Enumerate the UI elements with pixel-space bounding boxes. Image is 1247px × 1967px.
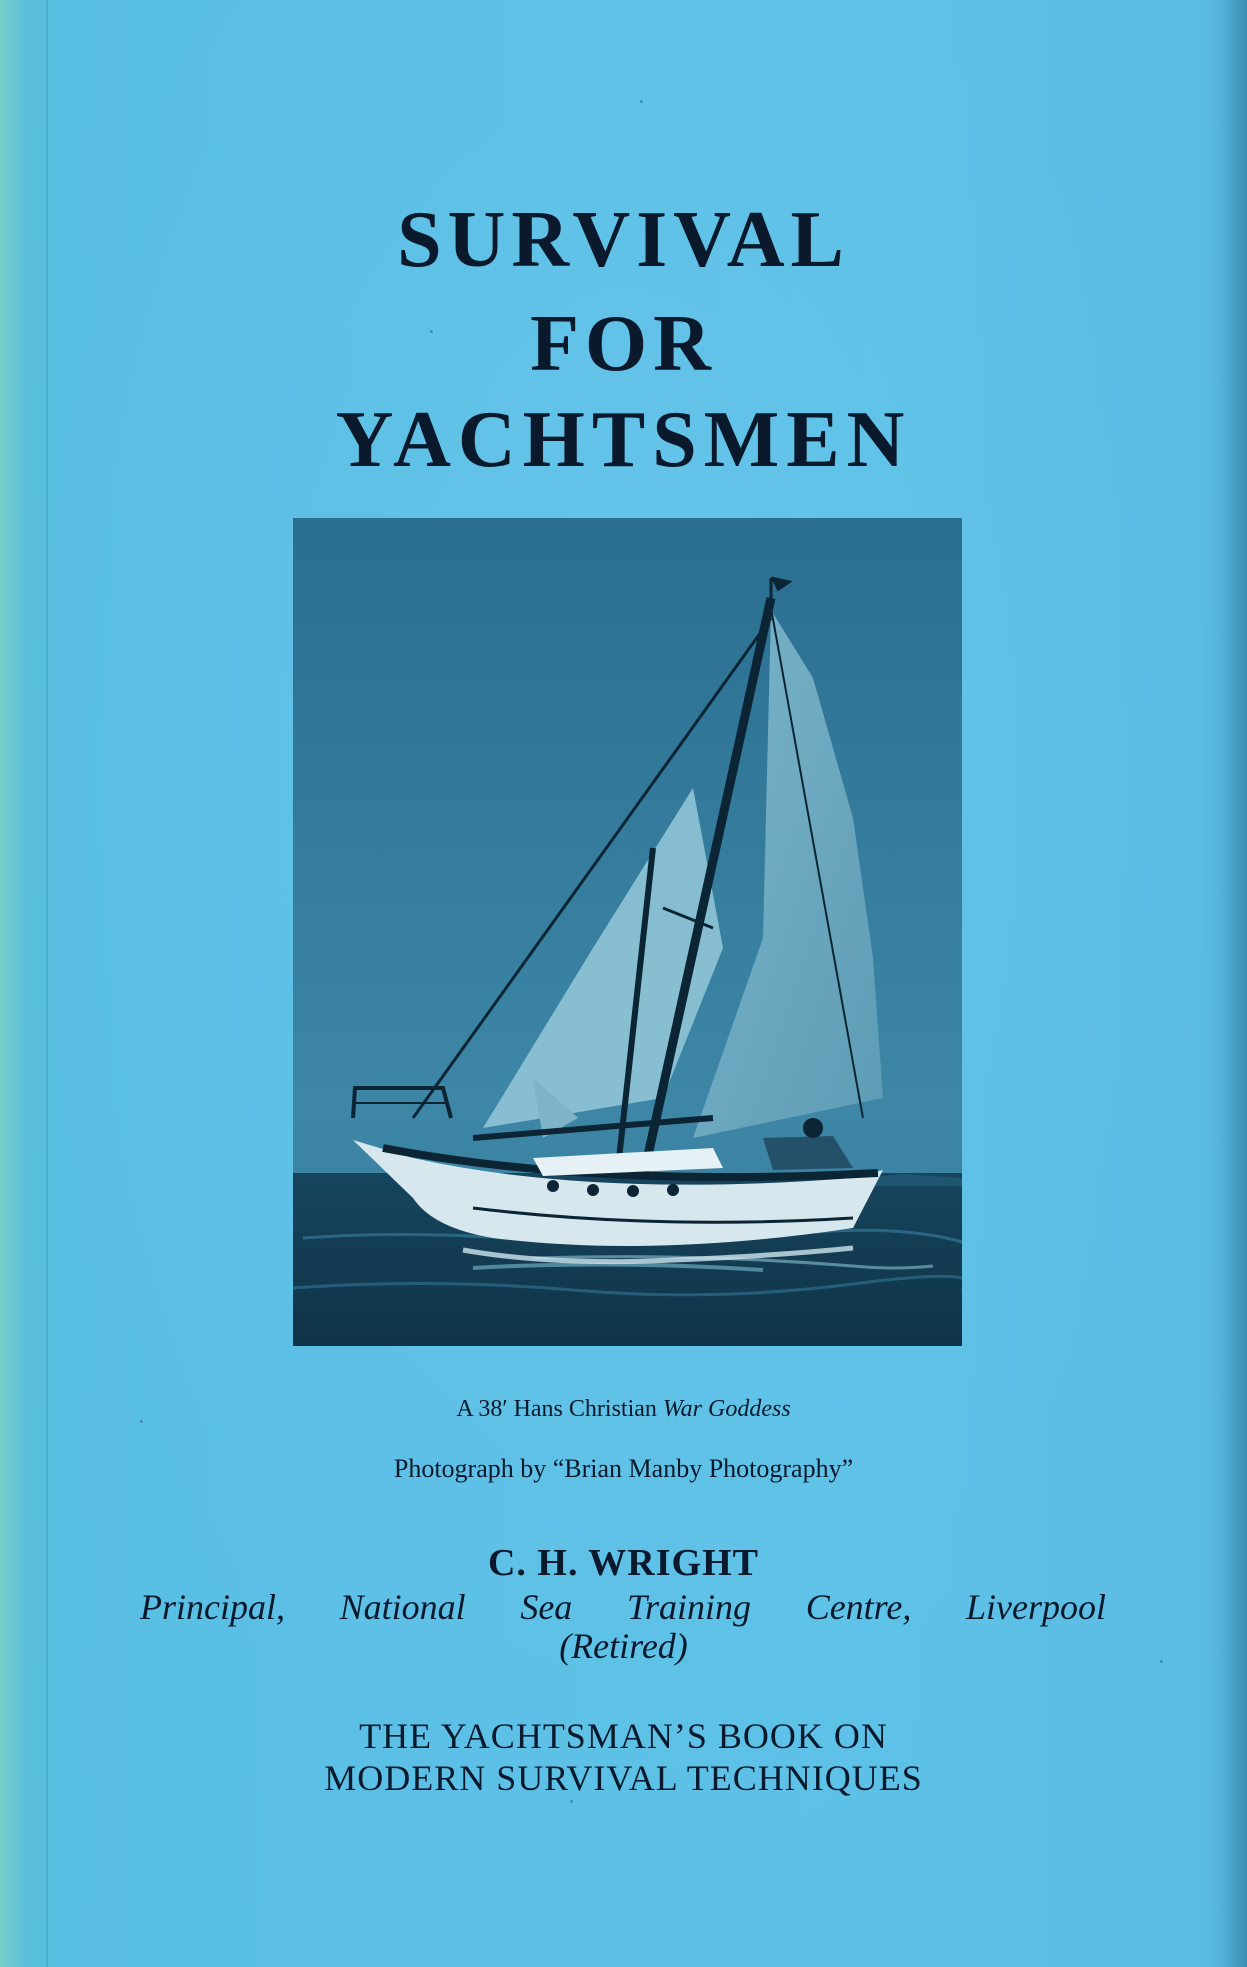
author-status: (Retired) xyxy=(559,1626,688,1666)
title-line-3: YACHTSMEN xyxy=(335,396,912,484)
paper-speck xyxy=(140,1420,143,1423)
photo-caption xyxy=(0,1396,1247,1423)
paper-speck xyxy=(570,1800,573,1803)
title-line-2: FOR xyxy=(530,300,717,388)
paper-speck xyxy=(1160,1660,1163,1663)
tagline-line-2: MODERN SURVIVAL TECHNIQUES xyxy=(324,1758,923,1798)
title-line-1: SURVIVAL xyxy=(397,196,850,284)
sailing-yacht-photo xyxy=(293,518,962,1346)
tagline-line-1: THE YACHTSMAN’S BOOK ON xyxy=(359,1716,888,1756)
yacht-name: War Goddess xyxy=(662,1396,791,1422)
photo-credit: Photograph by “Brian Manby Photography” xyxy=(393,1454,854,1483)
yacht-illustration xyxy=(293,518,962,1346)
author-role: Principal, National Sea Training Centre, Liverpool xyxy=(140,1587,1106,1627)
author-name: C. H. WRIGHT xyxy=(487,1542,759,1584)
caption-text: A 38′ Hans Christian xyxy=(456,1396,663,1422)
cover-edge-shadow xyxy=(1219,0,1247,1967)
spine-shadow xyxy=(0,0,60,1967)
spine-crease xyxy=(46,0,48,1967)
paper-speck xyxy=(640,100,643,103)
paper-speck xyxy=(430,330,433,333)
